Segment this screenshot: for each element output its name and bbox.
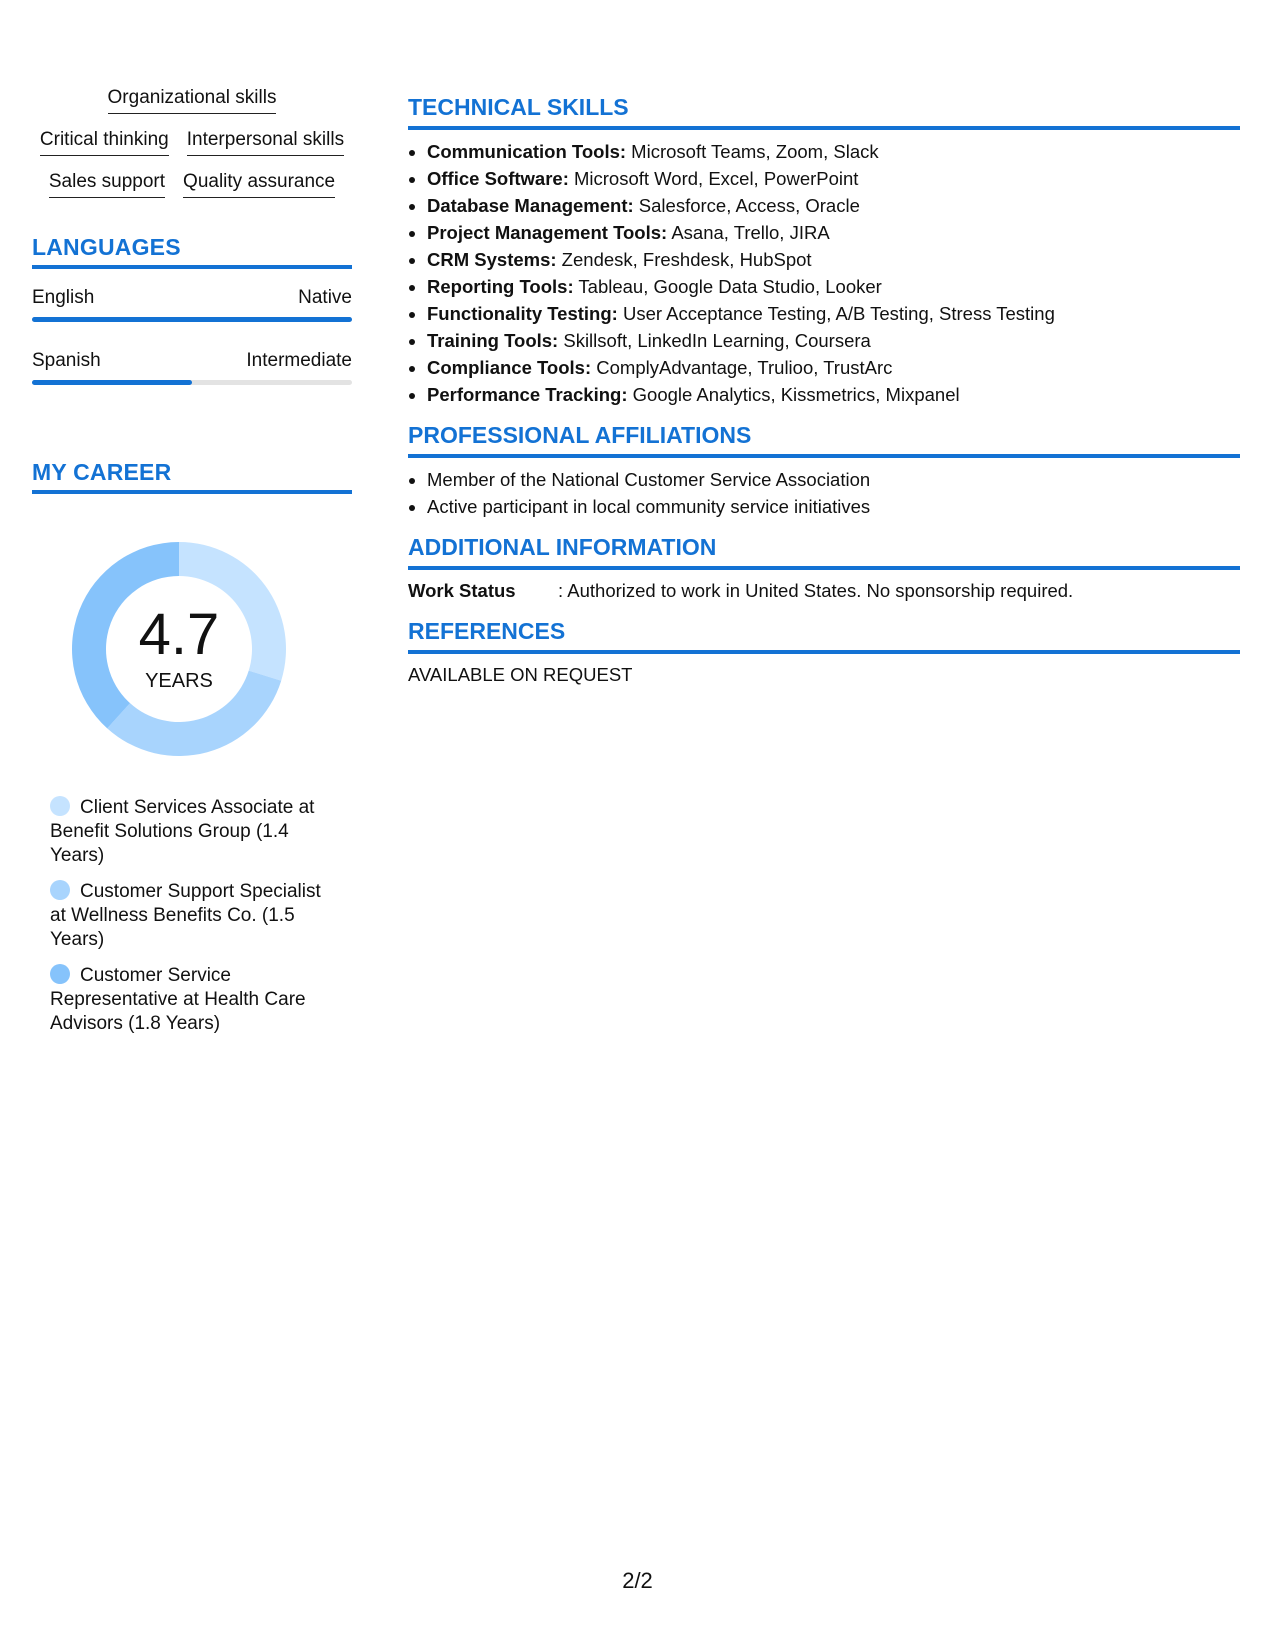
skill-tag: Quality assurance: [183, 170, 335, 198]
references-heading: REFERENCES: [408, 618, 1240, 654]
language-name: English: [32, 287, 95, 308]
language-bar: [32, 380, 352, 385]
legend-label: Customer Service Representative at Health Care Advisors (1.8 Years): [50, 965, 306, 1034]
list-item: • Office Software: Microsoft Word, Excel, PowerPoint: [427, 165, 1240, 192]
legend-item: [50, 796, 330, 868]
affiliations-list: [408, 466, 1240, 520]
list-item: • Database Management: Salesforce, Access, Oracle: [427, 192, 1240, 219]
list-item: • Performance Tracking: Google Analytics, Kissmetrics, Mixpanel: [427, 381, 1240, 408]
work-status-row: [408, 578, 1240, 604]
legend-label: Customer Support Specialist at Wellness Benefits Co. (1.5 Years): [50, 881, 321, 950]
list-item: • Functionality Testing: User Acceptance Testing, A/B Testing, Stress Testing: [427, 300, 1240, 327]
language-bar: [32, 317, 352, 322]
skill-tag: Sales support: [49, 170, 165, 198]
additional-info-heading: ADDITIONAL INFORMATION: [408, 534, 1240, 570]
language-item: [32, 285, 352, 322]
legend-dot-icon: [50, 964, 70, 984]
legend-item: [50, 880, 330, 952]
language-level: Native: [298, 287, 352, 308]
legend-label: Client Services Associate at Benefit Solutions Group (1.4 Years): [50, 797, 315, 866]
career-unit: YEARS: [145, 669, 213, 692]
right-column: [408, 94, 1240, 696]
language-bar-fill: [32, 317, 352, 322]
list-item: • Active participant in local community service initiatives: [427, 493, 1240, 520]
page-number: 2/2: [622, 1568, 653, 1593]
technical-skills-heading: TECHNICAL SKILLS: [408, 94, 1240, 130]
list-item: • Compliance Tools: ComplyAdvantage, Trulioo, TrustArc: [427, 354, 1240, 381]
list-item: • Member of the National Customer Service Association: [427, 466, 1240, 493]
career-heading: MY CAREER: [32, 459, 352, 494]
career-donut: [66, 536, 292, 762]
skill-tag: Critical thinking: [40, 128, 169, 156]
list-item: • Communication Tools: Microsoft Teams, Zoom, Slack: [427, 138, 1240, 165]
legend-dot-icon: [50, 880, 70, 900]
list-item: • Reporting Tools: Tableau, Google Data Studio, Looker: [427, 273, 1240, 300]
language-bar-fill: [32, 380, 192, 385]
work-status-value: : Authorized to work in United States. No sponsorship required.: [558, 580, 1074, 601]
language-name: Spanish: [32, 350, 101, 371]
legend-dot-icon: [50, 796, 70, 816]
technical-skills-list: [408, 138, 1240, 408]
language-level: Intermediate: [246, 350, 352, 371]
language-item: [32, 348, 352, 385]
legend-item: [50, 964, 330, 1036]
list-item: • CRM Systems: Zendesk, Freshdesk, HubSpot: [427, 246, 1240, 273]
skill-tag: Organizational skills: [108, 86, 277, 114]
affiliations-heading: PROFESSIONAL AFFILIATIONS: [408, 422, 1240, 458]
skill-tag: Interpersonal skills: [187, 128, 344, 156]
career-legend: [32, 796, 330, 1036]
list-item: • Project Management Tools: Asana, Trello, JIRA: [427, 219, 1240, 246]
skill-row: [32, 170, 352, 198]
languages-heading: LANGUAGES: [32, 234, 352, 269]
work-status-label: Work Status: [408, 580, 516, 601]
soft-skills: [32, 86, 352, 198]
skill-row: [32, 128, 352, 156]
list-item: • Training Tools: Skillsoft, LinkedIn Learning, Coursera: [427, 327, 1240, 354]
references-text: AVAILABLE ON REQUEST: [408, 664, 633, 685]
skill-row: [32, 86, 352, 114]
left-column: [32, 86, 352, 1048]
career-total: 4.7: [138, 601, 220, 667]
